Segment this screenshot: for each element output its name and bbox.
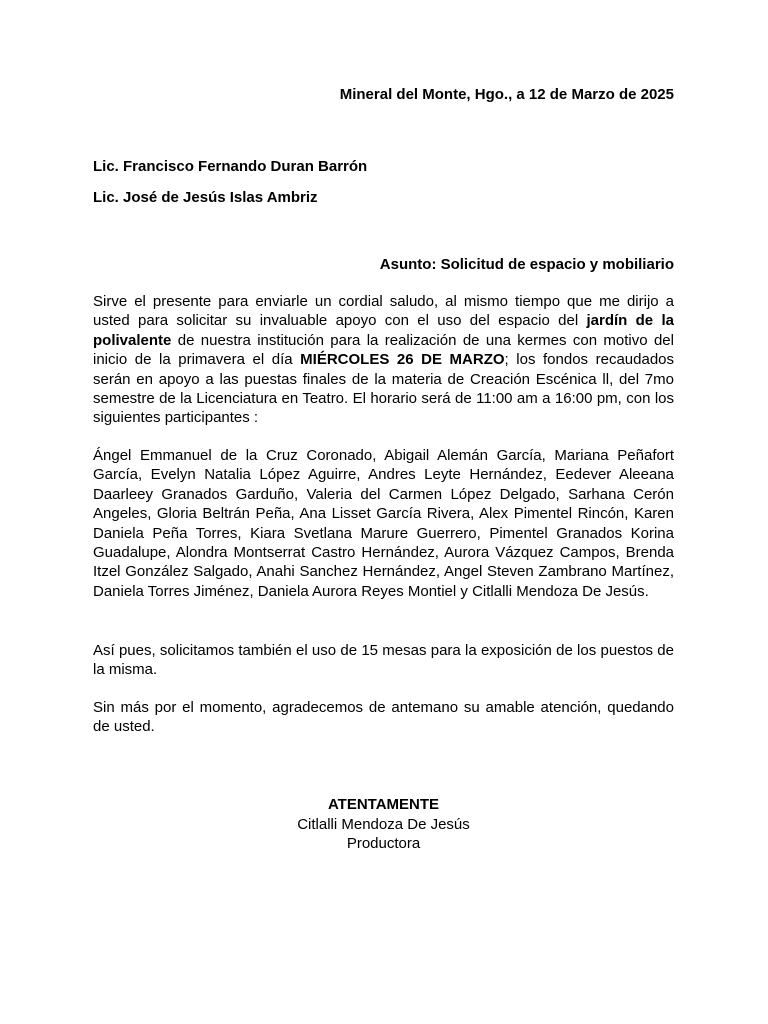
- salutation: ATENTAMENTE: [327, 796, 440, 813]
- participants-paragraph: Ángel Emmanuel de la Cruz Coronado, Abigail Alemán García, Mariana Peñafort García, Evelyn Natalia López Aguirre, Andres Leyte Hernández, Eedever Aleeana Daarleey Granados Garduño, Valeria del Carmen López Delgado, Sarhana Cerón Angeles, Gloria Beltrán Peña, Ana Lisset García Rivera, Alex Pimentel Rincón, Karen Daniela Peña Torres, Kiara Svetlana Marure Guerrero, Pimentel Granados Korina Guadalupe, Alondra Montserrat Castro Hernández, Aurora Vázquez Campos, Brenda Itzel González Salgado, Anahi Sanchez Hernández, Angel Steven Zambrano Martínez, Daniela Torres Jiménez, Daniela Aurora Reyes Montiel y Citlalli Mendoza De Jesús.: [93, 447, 674, 600]
- signer-role: Productora: [346, 835, 421, 852]
- request-text-a: Sirve el presente para enviarle un cordial saludo, al mismo tiempo que me dirijo a usted para solicitar su invaluable apoyo con el uso del espacio del: [93, 293, 674, 330]
- closing-paragraph: Sin más por el momento, agradecemos de antemano su amable atención, quedando de usted.: [93, 699, 674, 736]
- event-date: MIÉRCOLES 26 DE MARZO: [300, 351, 505, 369]
- request-text-c: ; los fondos recaudados serán en apoyo a las puestas finales de la materia de Creación Escénica ll, del 7mo semestre de la Licenciatura en Teatro. El horario será de 11:00 am a 16:00 pm, con los siguientes participantes :: [93, 351, 675, 427]
- tables-request-paragraph: Así pues, solicitamos también el uso de 15 mesas para la exposición de los puestos de la misma.: [93, 642, 674, 679]
- recipient-2: Lic. José de Jesús Islas Ambriz: [93, 189, 318, 206]
- request-paragraph: [93, 292, 674, 428]
- date-line: Mineral del Monte, Hgo., a 12 de Marzo de 2025: [339, 86, 674, 103]
- signer-name: Citlalli Mendoza De Jesús: [297, 815, 470, 833]
- letter-page: [93, 0, 674, 1024]
- subject-line: Asunto: Solicitud de espacio y mobiliario: [379, 256, 674, 273]
- request-text-b: de nuestra institución para la realización de una kermes con motivo del inicio de la primavera el día: [93, 331, 674, 369]
- venue-name: jardín de la polivalente: [93, 312, 674, 349]
- recipient-1: Lic. Francisco Fernando Duran Barrón: [93, 158, 368, 175]
- signature-block: [93, 795, 674, 854]
